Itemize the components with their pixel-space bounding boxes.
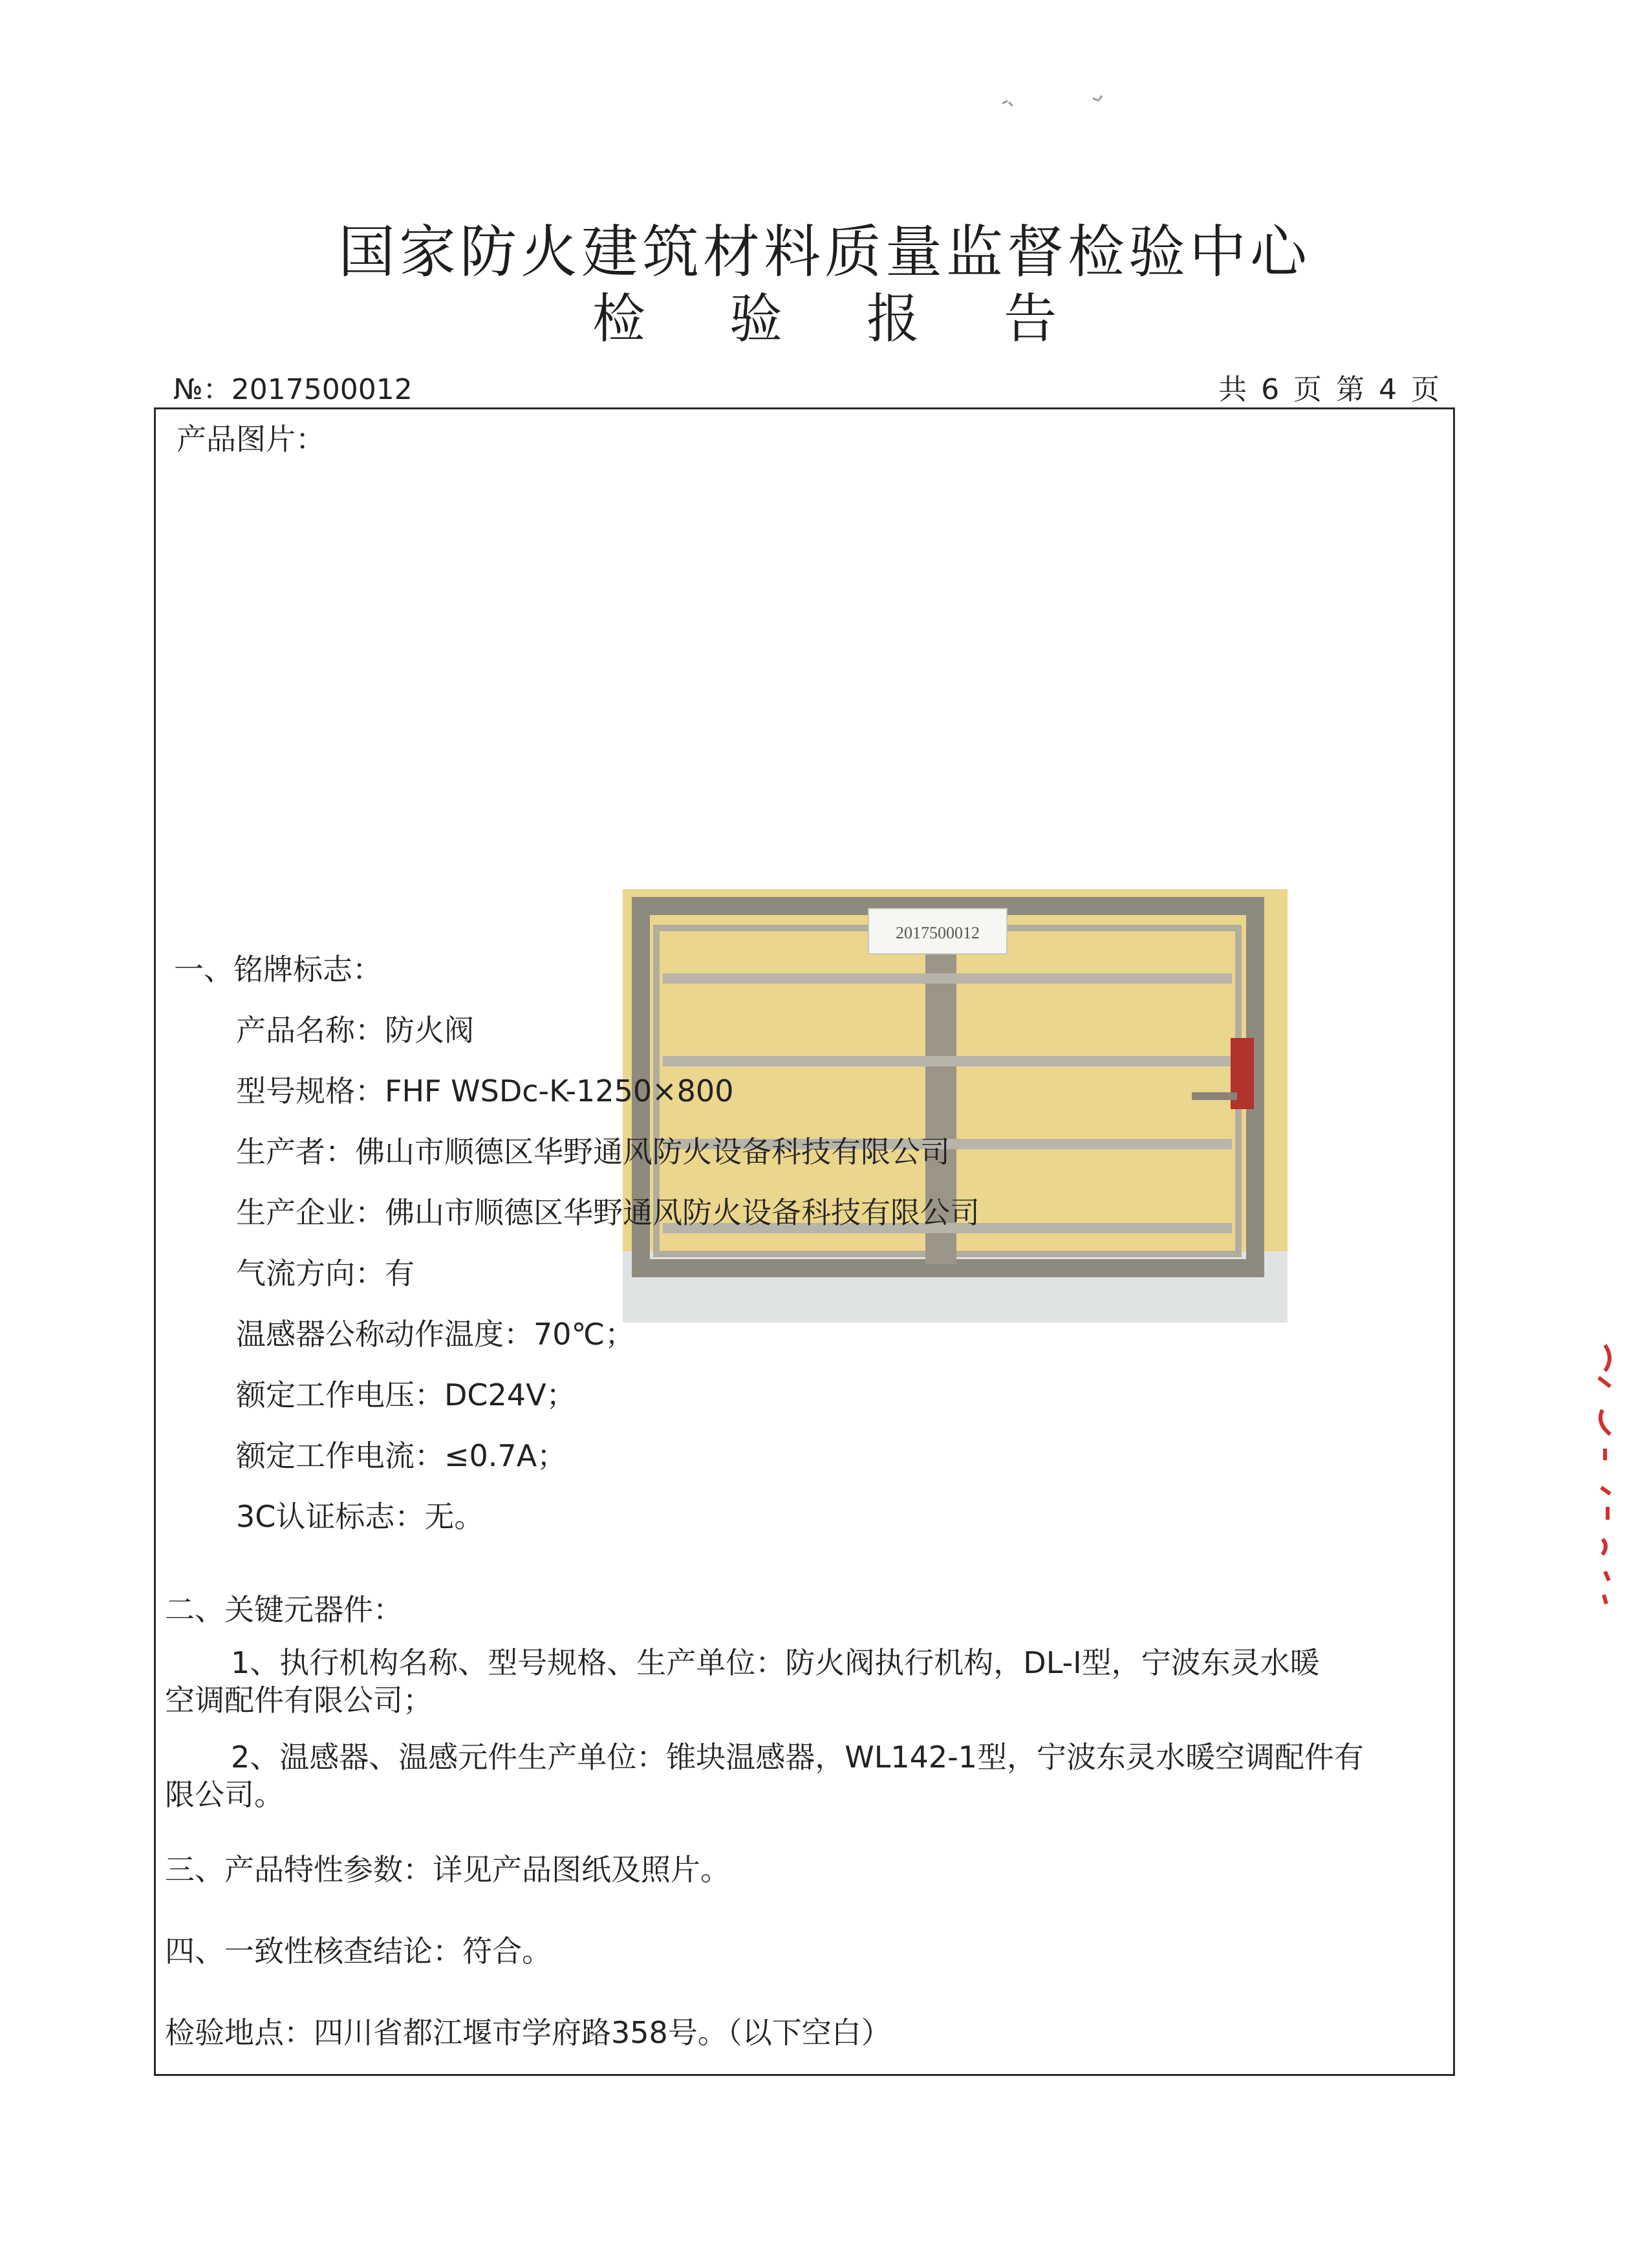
test-location: 检验地点：四川省都江堰市学府路358号。（以下空白） bbox=[165, 2015, 891, 2050]
nameplate-line: 气流方向：有 bbox=[236, 1256, 415, 1291]
nameplate-line: 额定工作电流：≤0.7A； bbox=[236, 1438, 567, 1473]
report-number: №：2017500012 bbox=[173, 373, 413, 406]
nameplate-line: 型号规格：FHF WSDc-K-1250×800 bbox=[236, 1074, 734, 1108]
report-frame bbox=[154, 407, 1455, 2076]
nameplate-heading: 一、铭牌标志： bbox=[174, 952, 382, 987]
conclusion: 四、一致性核查结论：符合。 bbox=[165, 1934, 552, 1969]
nameplate-line: 生产者：佛山市顺德区华野通风防火设备科技有限公司 bbox=[236, 1134, 950, 1169]
component-item-1: 1、执行机构名称、型号规格、生产单位：防火阀执行机构，DL-Ⅰ型，宁波东灵水暖 bbox=[231, 1645, 1320, 1680]
seal-stamp-edge bbox=[1586, 1339, 1624, 1610]
report-title: 检 验 报 告 bbox=[592, 288, 1091, 350]
nameplate-line: 生产企业：佛山市顺德区华野通风防火设备科技有限公司 bbox=[236, 1195, 980, 1230]
photo-tag-text: 2017500012 bbox=[896, 923, 980, 942]
component-item-2-cont: 限公司。 bbox=[165, 1777, 284, 1812]
nameplate-line: 产品名称：防火阀 bbox=[236, 1013, 474, 1048]
nameplate-line: 额定工作电压：DC24V； bbox=[236, 1377, 576, 1412]
characteristics: 三、产品特性参数：详见产品图纸及照片。 bbox=[165, 1852, 730, 1887]
components-heading: 二、关键元器件： bbox=[165, 1592, 403, 1627]
nameplate-line: 3C认证标志：无。 bbox=[236, 1499, 484, 1534]
photo-label: 产品图片： bbox=[177, 422, 325, 457]
component-item-2: 2、温感器、温感元件生产单位：锥块温感器，WL142-1型，宁波东灵水暖空调配件有 bbox=[231, 1740, 1364, 1775]
nameplate-line: 温感器公称动作温度：70℃； bbox=[236, 1317, 635, 1352]
page-info: 共 6 页 第 4 页 bbox=[1218, 373, 1442, 406]
scan-specks bbox=[996, 91, 1125, 116]
component-item-1-cont: 空调配件有限公司； bbox=[165, 1683, 433, 1718]
center-title: 国家防火建筑材料质量监督检验中心 bbox=[338, 219, 1311, 285]
